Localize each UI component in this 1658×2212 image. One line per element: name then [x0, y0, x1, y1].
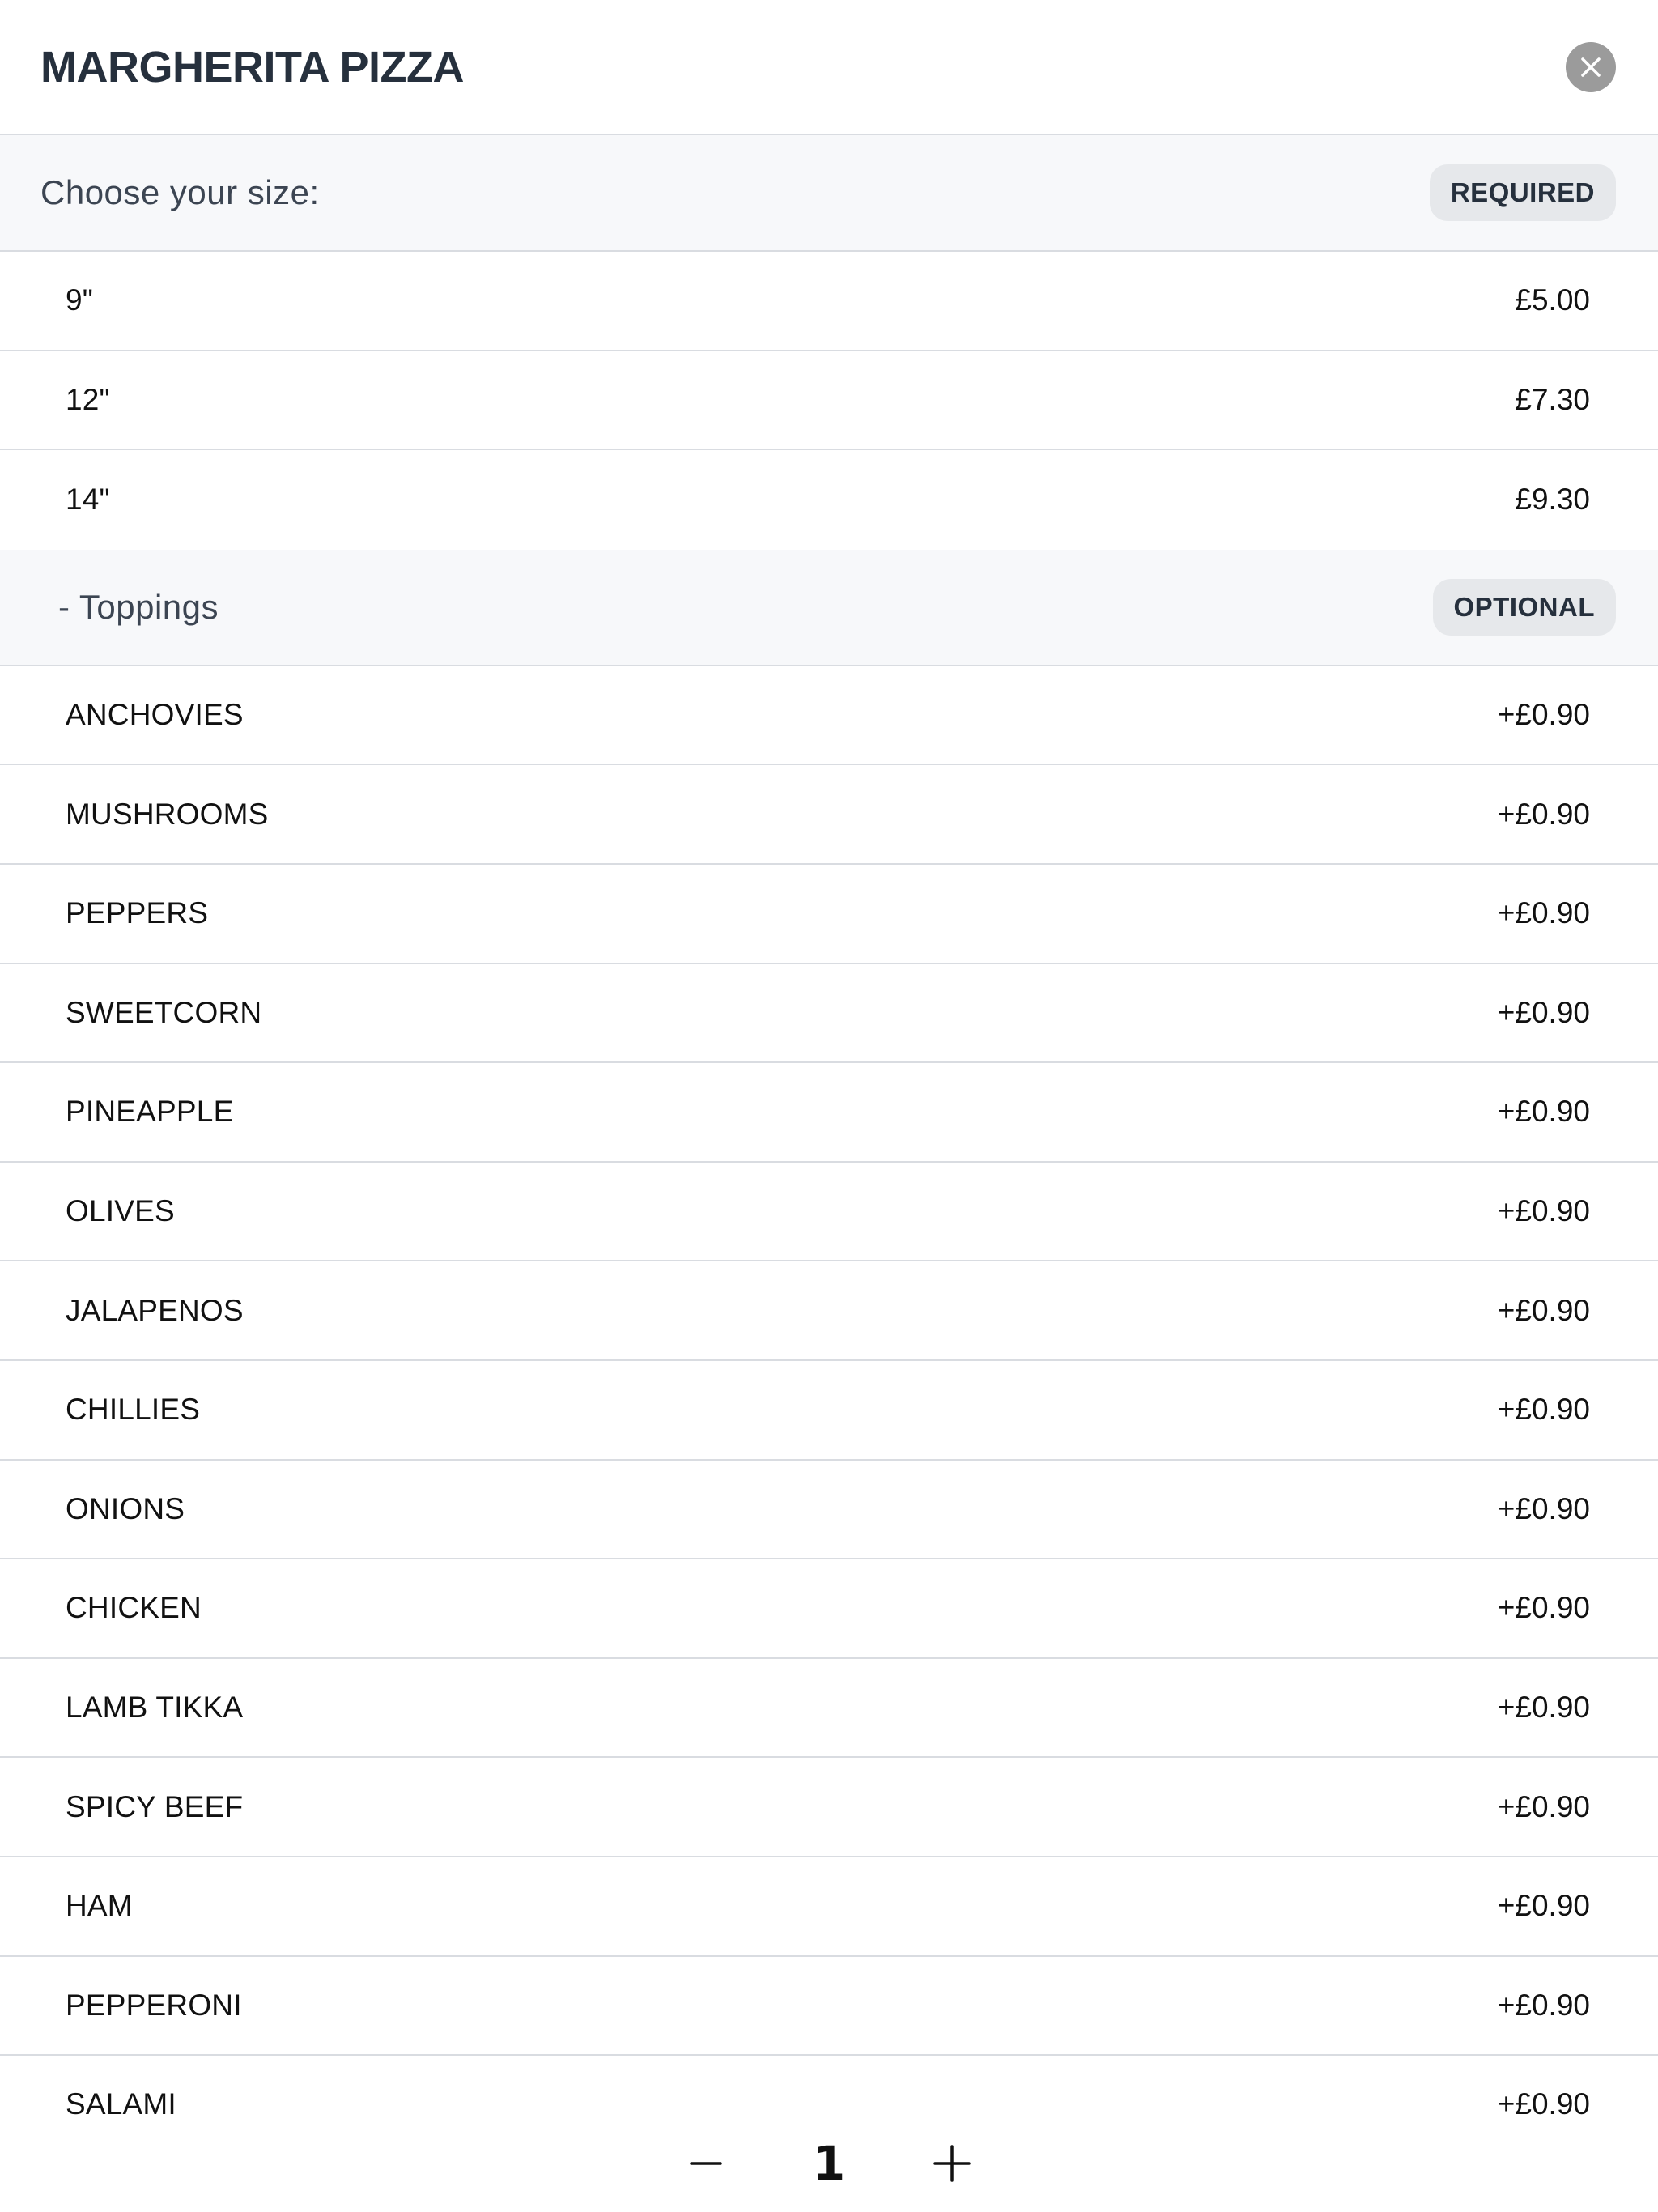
topping-option-name: JALAPENOS — [66, 1293, 244, 1327]
optional-badge: OPTIONAL — [1433, 579, 1617, 636]
topping-option-name: HAM — [66, 1889, 133, 1923]
size-section-label: Choose your size: — [40, 173, 320, 211]
topping-option-name: CHILLIES — [66, 1393, 201, 1427]
topping-option[interactable] — [0, 1957, 1658, 2057]
topping-option-price: +£0.90 — [1497, 1194, 1590, 1228]
size-option-name: 9" — [66, 283, 94, 317]
topping-option-name: PINEAPPLE — [66, 1095, 234, 1129]
size-option[interactable] — [0, 351, 1658, 451]
topping-option[interactable] — [0, 1261, 1658, 1361]
topping-option[interactable] — [0, 1461, 1658, 1560]
minus-icon — [688, 2146, 724, 2181]
size-options-list — [0, 252, 1658, 550]
page-title: MARGHERITA PIZZA — [40, 42, 464, 91]
topping-option-price: +£0.90 — [1497, 1591, 1590, 1625]
topping-option-name: ONIONS — [66, 1491, 185, 1525]
size-option-price: £9.30 — [1515, 483, 1590, 517]
topping-option-price: +£0.90 — [1497, 1491, 1590, 1525]
topping-option-name: OLIVES — [66, 1194, 175, 1228]
required-badge: REQUIRED — [1430, 164, 1616, 221]
topping-option-price: +£0.90 — [1497, 797, 1590, 831]
topping-option-price: +£0.90 — [1497, 2087, 1590, 2115]
close-button[interactable] — [1566, 42, 1616, 92]
topping-option-price: +£0.90 — [1497, 1988, 1590, 2022]
toppings-section-header[interactable] — [0, 550, 1658, 666]
quantity-footer — [0, 2115, 1658, 2212]
topping-option-name: PEPPERONI — [66, 1988, 242, 2022]
topping-option[interactable] — [0, 666, 1658, 766]
quantity-stepper — [667, 2125, 991, 2202]
size-option[interactable] — [0, 252, 1658, 351]
topping-option-price: +£0.90 — [1497, 896, 1590, 930]
topping-option-name: LAMB TIKKA — [66, 1691, 244, 1725]
topping-option[interactable] — [0, 2056, 1658, 2115]
size-option[interactable] — [0, 450, 1658, 550]
topping-option[interactable] — [0, 865, 1658, 964]
decrease-quantity-button[interactable] — [667, 2125, 745, 2202]
topping-option-price: +£0.90 — [1497, 995, 1590, 1029]
size-option-price: £5.00 — [1515, 283, 1590, 317]
modal-header — [0, 0, 1658, 135]
toppings-options-list — [0, 666, 1658, 2115]
increase-quantity-button[interactable] — [913, 2125, 991, 2202]
topping-option[interactable] — [0, 1758, 1658, 1857]
topping-option[interactable] — [0, 1659, 1658, 1759]
topping-option-name: PEPPERS — [66, 896, 209, 930]
topping-option-price: +£0.90 — [1497, 698, 1590, 732]
topping-option[interactable] — [0, 1361, 1658, 1461]
topping-option-name: SPICY BEEF — [66, 1789, 244, 1823]
topping-option[interactable] — [0, 1163, 1658, 1262]
topping-option-name: SWEETCORN — [66, 995, 262, 1029]
size-option-name: 14" — [66, 483, 110, 517]
topping-option-price: +£0.90 — [1497, 1393, 1590, 1427]
topping-option[interactable] — [0, 1063, 1658, 1163]
topping-option-name: MUSHROOMS — [66, 797, 269, 831]
topping-option-name: SALAMI — [66, 2087, 176, 2115]
topping-option-price: +£0.90 — [1497, 1095, 1590, 1129]
topping-option[interactable] — [0, 765, 1658, 865]
size-option-name: 12" — [66, 382, 110, 416]
topping-option-price: +£0.90 — [1497, 1889, 1590, 1923]
plus-icon — [932, 2143, 972, 2184]
topping-option[interactable] — [0, 964, 1658, 1064]
size-option-price: £7.30 — [1515, 382, 1590, 416]
size-section-header — [0, 135, 1658, 252]
topping-option-name: CHICKEN — [66, 1591, 202, 1625]
topping-option-price: +£0.90 — [1497, 1293, 1590, 1327]
topping-option-price: +£0.90 — [1497, 1789, 1590, 1823]
quantity-value: 1 — [812, 2136, 846, 2191]
topping-option-price: +£0.90 — [1497, 1691, 1590, 1725]
topping-option-name: ANCHOVIES — [66, 698, 244, 732]
topping-option[interactable] — [0, 1559, 1658, 1659]
close-icon — [1579, 55, 1603, 79]
topping-option[interactable] — [0, 1857, 1658, 1957]
toppings-section-label: - Toppings — [58, 587, 219, 626]
